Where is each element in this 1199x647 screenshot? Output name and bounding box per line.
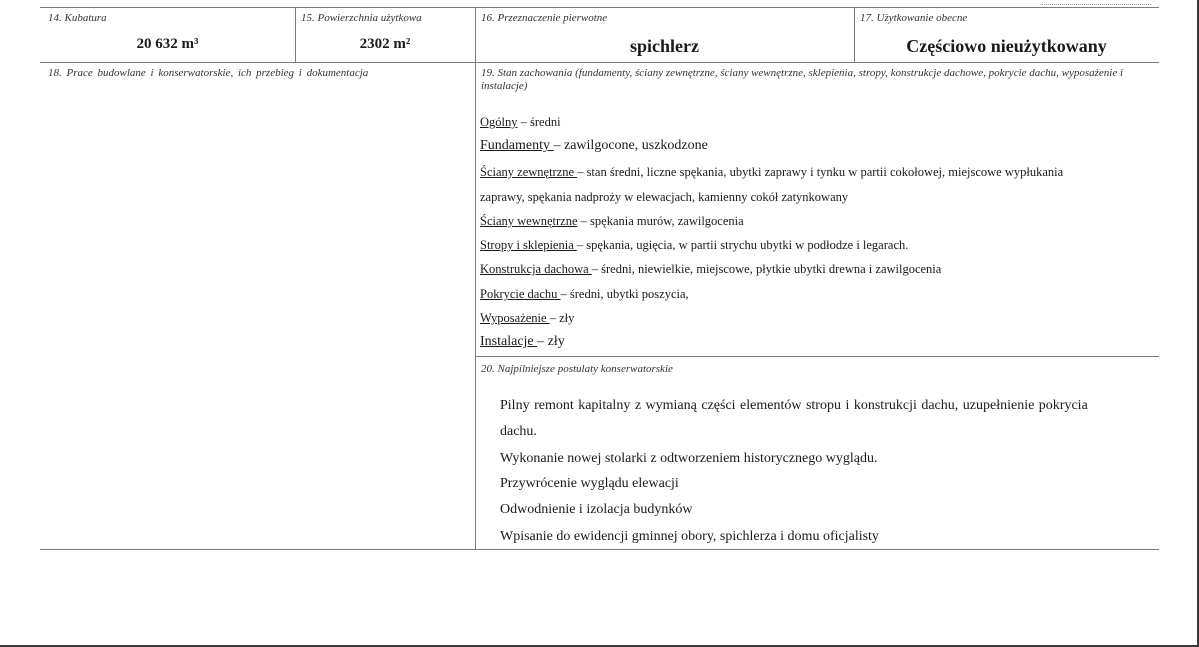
stan-text: – średni, niewielkie, miejscowe, płytkie ubytki drewna i zawilgocenia — [591, 262, 942, 276]
stan-text: – spękania, ugięcia, w partii strychu ubytki w podłodze i legarach. — [576, 238, 909, 252]
postulat-line: Odwodnienie i izolacja budynków — [500, 502, 693, 517]
stan-term: Stropy i sklepienia — [480, 238, 577, 252]
stan-term: Fundamenty — [480, 138, 554, 153]
uzytkowanie-value: Częściowo nieużytkowany — [906, 36, 1107, 56]
postulat-line: Wykonanie nowej stolarki z odtworzeniem historycznego wyglądu. — [500, 451, 878, 466]
stan-text: – spękania murów, zawilgocenia — [577, 214, 744, 228]
prace-label: 18. Prace budowlane i konserwatorskie, ich przebieg i dokumentacja — [48, 67, 369, 79]
stan-row-wyposazenie — [480, 310, 574, 326]
powierzchnia-value: 2302 m² — [359, 36, 411, 52]
kubatura-value: 20 632 m³ — [136, 36, 199, 52]
stan-text: zaprawy, spękania nadproży w elewacjach, kamienny cokół zatynkowany — [480, 190, 849, 204]
stan-term: Ściany zewnętrzne — [480, 165, 578, 179]
uzytkowanie-label: 17. Użytkowanie obecne — [860, 12, 968, 24]
stan-row-stropy — [480, 237, 908, 253]
postulat-line: Wpisanie do ewidencji gminnej obory, spichlerza i domu oficjalisty — [500, 529, 879, 544]
stan-term: Pokrycie dachu — [480, 287, 561, 301]
stan-row-konstrukcja — [480, 261, 941, 277]
stan-row-sciany-wewnetrzne — [480, 213, 744, 229]
stamp-remnant — [1041, 0, 1151, 5]
postulat-line: dachu. — [500, 424, 537, 439]
stan-text: – średni — [517, 115, 561, 129]
stan-term: Wyposażenie — [480, 311, 550, 325]
stan-text: – zawilgocone, uszkodzone — [553, 138, 708, 153]
stan-row-instalacje — [480, 334, 565, 350]
stan-text: – średni, ubytki poszycia, — [560, 287, 689, 301]
stan-row-fundamenty — [480, 138, 708, 154]
kubatura-label: 14. Kubatura — [48, 12, 107, 24]
postulat-line: Przywrócenie wyglądu elewacji — [500, 476, 679, 491]
header-bottom-border — [40, 62, 1159, 63]
powierzchnia-label: 15. Powierzchnia użytkowa — [301, 12, 422, 24]
stan-text: – zły — [549, 311, 575, 325]
stan-row-sciany-zewnetrzne — [480, 164, 1063, 180]
stan-term: Ogólny — [480, 115, 518, 129]
przeznaczenie-label: 16. Przeznaczenie pierwotne — [481, 12, 608, 24]
przeznaczenie-value: spichlerz — [630, 36, 699, 56]
section-divider — [475, 356, 1159, 357]
stan-label: 19. Stan zachowania (fundamenty, ściany zewnętrzne, ściany wewnętrzne, sklepienia, stropy, konstrukcje dachowe, pokrycie dachu, wyposażenie i instalacje) — [481, 67, 1124, 92]
stan-row-ogolny — [480, 114, 561, 130]
postulat-line: Pilny remont kapitalny z wymianą części elementów stropu i konstrukcji dachu, uzupełnienie pokrycia — [500, 398, 1088, 413]
stan-text: – stan średni, liczne spękania, ubytki zaprawy i tynku w partii cokołowej, miejscowe wypłukania — [577, 165, 1064, 179]
stan-row-pokrycie — [480, 286, 689, 302]
stan-term: Ściany wewnętrzne — [480, 214, 578, 228]
stan-term: Instalacje — [480, 334, 538, 349]
col-divider-2 — [475, 7, 476, 550]
col-divider-1 — [295, 7, 296, 63]
stan-text: – zły — [537, 334, 565, 349]
stan-row-sciany-zewnetrzne-cont — [480, 189, 848, 205]
bottom-border — [40, 549, 1159, 550]
top-border — [40, 7, 1159, 8]
stan-term: Konstrukcja dachowa — [480, 262, 592, 276]
postulaty-label: 20. Najpilniejsze postulaty konserwatorskie — [481, 363, 673, 375]
